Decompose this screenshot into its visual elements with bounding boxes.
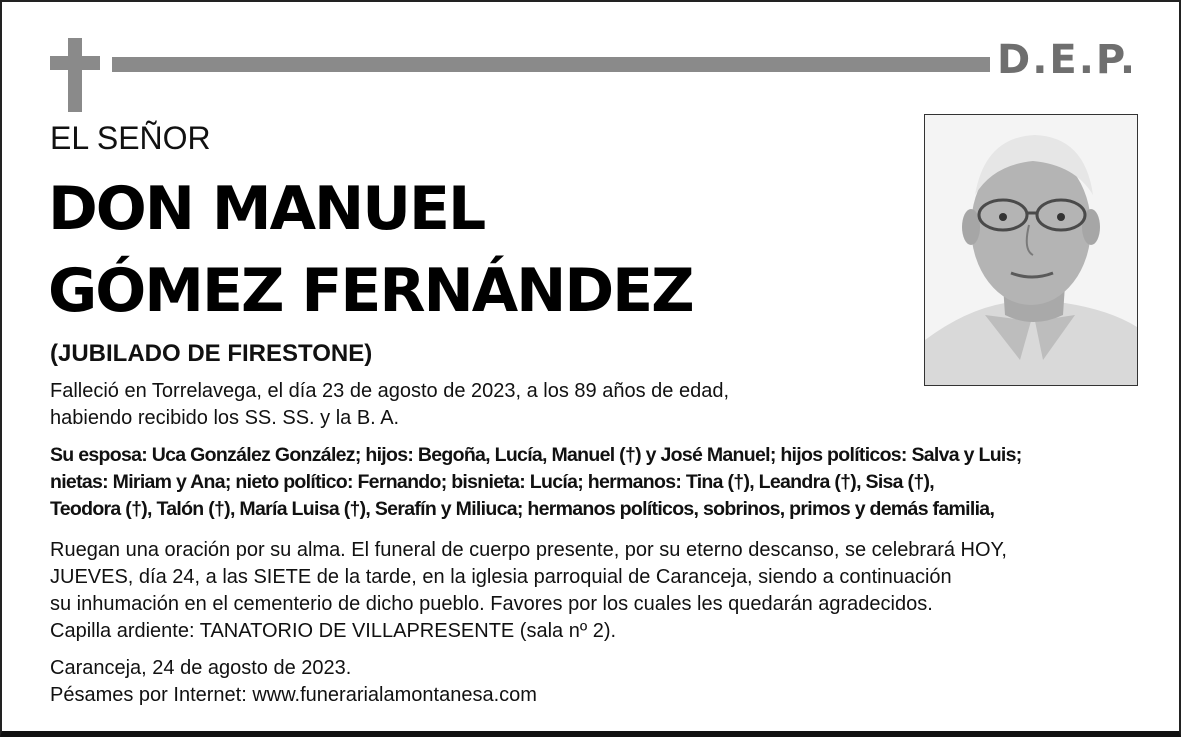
cross-icon: [50, 38, 100, 112]
name-line-1: DON MANUEL: [48, 174, 485, 244]
death-notice-line: Falleció en Torrelavega, el día 23 de agosto de 2023, a los 89 años de edad,: [50, 380, 730, 402]
footer-date: Caranceja, 24 de agosto de 2023.: [50, 657, 352, 679]
honorific: EL SEÑOR: [50, 120, 211, 156]
family-line: Teodora (†), Talón (†), María Luisa (†), Serafín y Miliuca; hermanos políticos, sobrinos, primos y demás familia,: [50, 498, 995, 520]
header-rule: [112, 57, 990, 72]
deceased-name: [48, 168, 693, 332]
portrait-image: [925, 115, 1137, 385]
service-line: JUEVES, día 24, a las SIETE de la tarde, en la iglesia parroquial de Caranceja, siendo a continuación: [50, 566, 952, 588]
portrait-photo: [924, 114, 1138, 386]
service-line: Capilla ardiente: TANATORIO DE VILLAPRESENTE (sala nº 2).: [50, 620, 617, 642]
deceased-occupation: (JUBILADO DE FIRESTONE): [50, 340, 373, 367]
family-line: Su esposa: Uca González González; hijos: Begoña, Lucía, Manuel (†) y José Manuel; hijos políticos: Salva y Luis;: [50, 444, 1022, 466]
service-line: Ruegan una oración por su alma. El funeral de cuerpo presente, por su eterno descanso, se celebrará HOY,: [50, 539, 1007, 561]
dep-heading: D.E.P.: [997, 37, 1138, 83]
name-line-2: GÓMEZ FERNÁNDEZ: [48, 256, 693, 326]
service-line: su inhumación en el cementerio de dicho pueblo. Favores por los cuales les quedarán agradecidos.: [50, 593, 933, 615]
death-notice-line: habiendo recibido los SS. SS. y la B. A.: [50, 407, 400, 429]
footer-website: Pésames por Internet: www.funerarialamontanesa.com: [50, 684, 537, 706]
family-line: nietas: Miriam y Ana; nieto político: Fernando; bisnieta: Lucía; hermanos: Tina (†), Leandra (†), Sisa (†),: [50, 471, 934, 493]
